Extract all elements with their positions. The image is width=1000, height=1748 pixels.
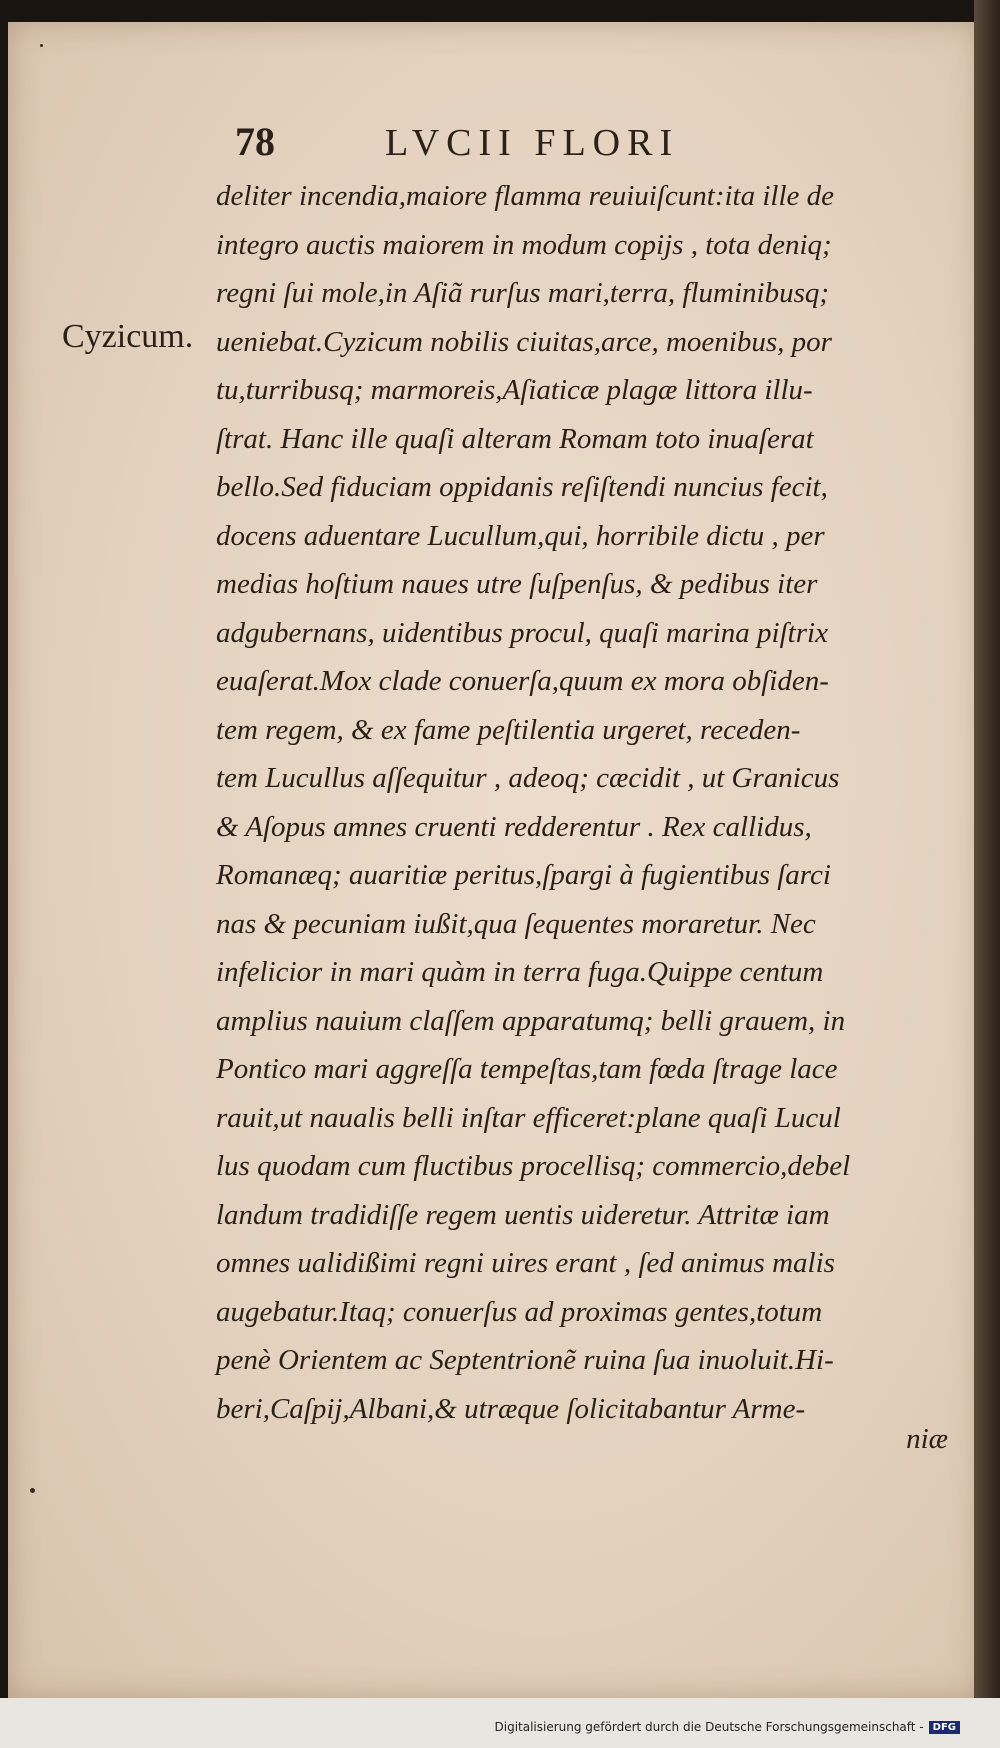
footer-credit	[495, 1720, 961, 1734]
text-line: amplius nauium claſſem apparatumq; belli grauem, in	[216, 1004, 846, 1037]
text-line: integro auctis maiorem in modum copijs , tota deniq;	[216, 228, 832, 261]
text-line: & Aſopus amnes cruenti redderentur . Rex callidus,	[216, 810, 812, 843]
text-line: penè Orientem ac Septentrionẽ ruina ſua inuoluit.Hi-	[216, 1344, 834, 1376]
text-line: euaſerat.Mox clade conuerſa,quum ex mora obſiden-	[216, 665, 829, 697]
page-edge-shadow	[974, 0, 1000, 1748]
marginal-note: Cyzicum.	[62, 318, 194, 355]
text-line: Romanæq; auaritiæ peritus,ſpargi à fugientibus ſarci	[216, 859, 831, 891]
page-number: 78	[235, 119, 275, 164]
text-line: docens aduentare Lucullum,qui, horribile dictu , per	[216, 519, 825, 552]
footer-credit-text: Digitalisierung gefördert durch die Deutsche Forschungsgemeinschaft -	[494, 1720, 924, 1734]
text-line: augebatur.Itaq; conuerſus ad proximas gentes,totum	[216, 1295, 823, 1328]
catchword: niæ	[906, 1423, 948, 1455]
text-line: beri,Caſpij,Albani,& utræque ſolicitabantur Arme-	[216, 1392, 806, 1425]
text-line: adgubernans, uidentibus procul, quaſi marina piſtrix	[216, 616, 828, 649]
text-line: nas & pecuniam iußit,qua ſequentes moraretur. Nec	[216, 907, 816, 940]
paper-speck	[40, 44, 43, 47]
running-head	[235, 118, 795, 164]
text-line: medias hoſtium naues utre ſuſpenſus, & pedibus iter	[216, 568, 818, 600]
dfg-logo: DFG	[929, 1721, 960, 1734]
text-line: Pontico mari aggreſſa tempeſtas,tam fœda ſtrage lace	[216, 1053, 838, 1085]
text-line: ueniebat.Cyzicum nobilis ciuitas,arce, moenibus, por	[216, 325, 832, 358]
text-line: deliter incendia,maiore flamma reuiuiſcunt:ita ille de	[216, 180, 835, 212]
text-line: landum tradidiſſe regem uentis uideretur. Attritæ iam	[216, 1198, 830, 1231]
running-title: LVCII FLORI	[385, 122, 680, 164]
text-line: regni ſui mole,in Aſiã rurſus mari,terra, fluminibusq;	[216, 277, 830, 309]
text-line: infelicior in mari quàm in terra fuga.Quippe centum	[216, 956, 824, 988]
text-line: omnes ualidißimi regni uires erant , ſed animus malis	[216, 1247, 835, 1279]
body-text	[216, 172, 976, 1433]
text-line: tem Lucullus aſſequitur , adeoq; cæcidit , ut Granicus	[216, 762, 840, 794]
paper-speck	[30, 1488, 35, 1493]
text-line: tem regem, & ex fame peſtilentia urgeret, receden-	[216, 713, 801, 746]
text-line: ſtrat. Hanc ille quaſi alteram Romam toto inuaſerat	[216, 422, 814, 455]
text-line: bello.Sed fiduciam oppidanis reſiſtendi nuncius fecit,	[216, 471, 828, 503]
text-line: tu,turribusq; marmoreis,Aſiaticæ plagæ littora illu-	[216, 374, 813, 406]
text-line: lus quodam cum fluctibus procellisq; commercio,debel	[216, 1150, 851, 1182]
text-line: rauit,ut naualis belli inſtar efficeret:plane quaſi Lucul	[216, 1101, 841, 1134]
